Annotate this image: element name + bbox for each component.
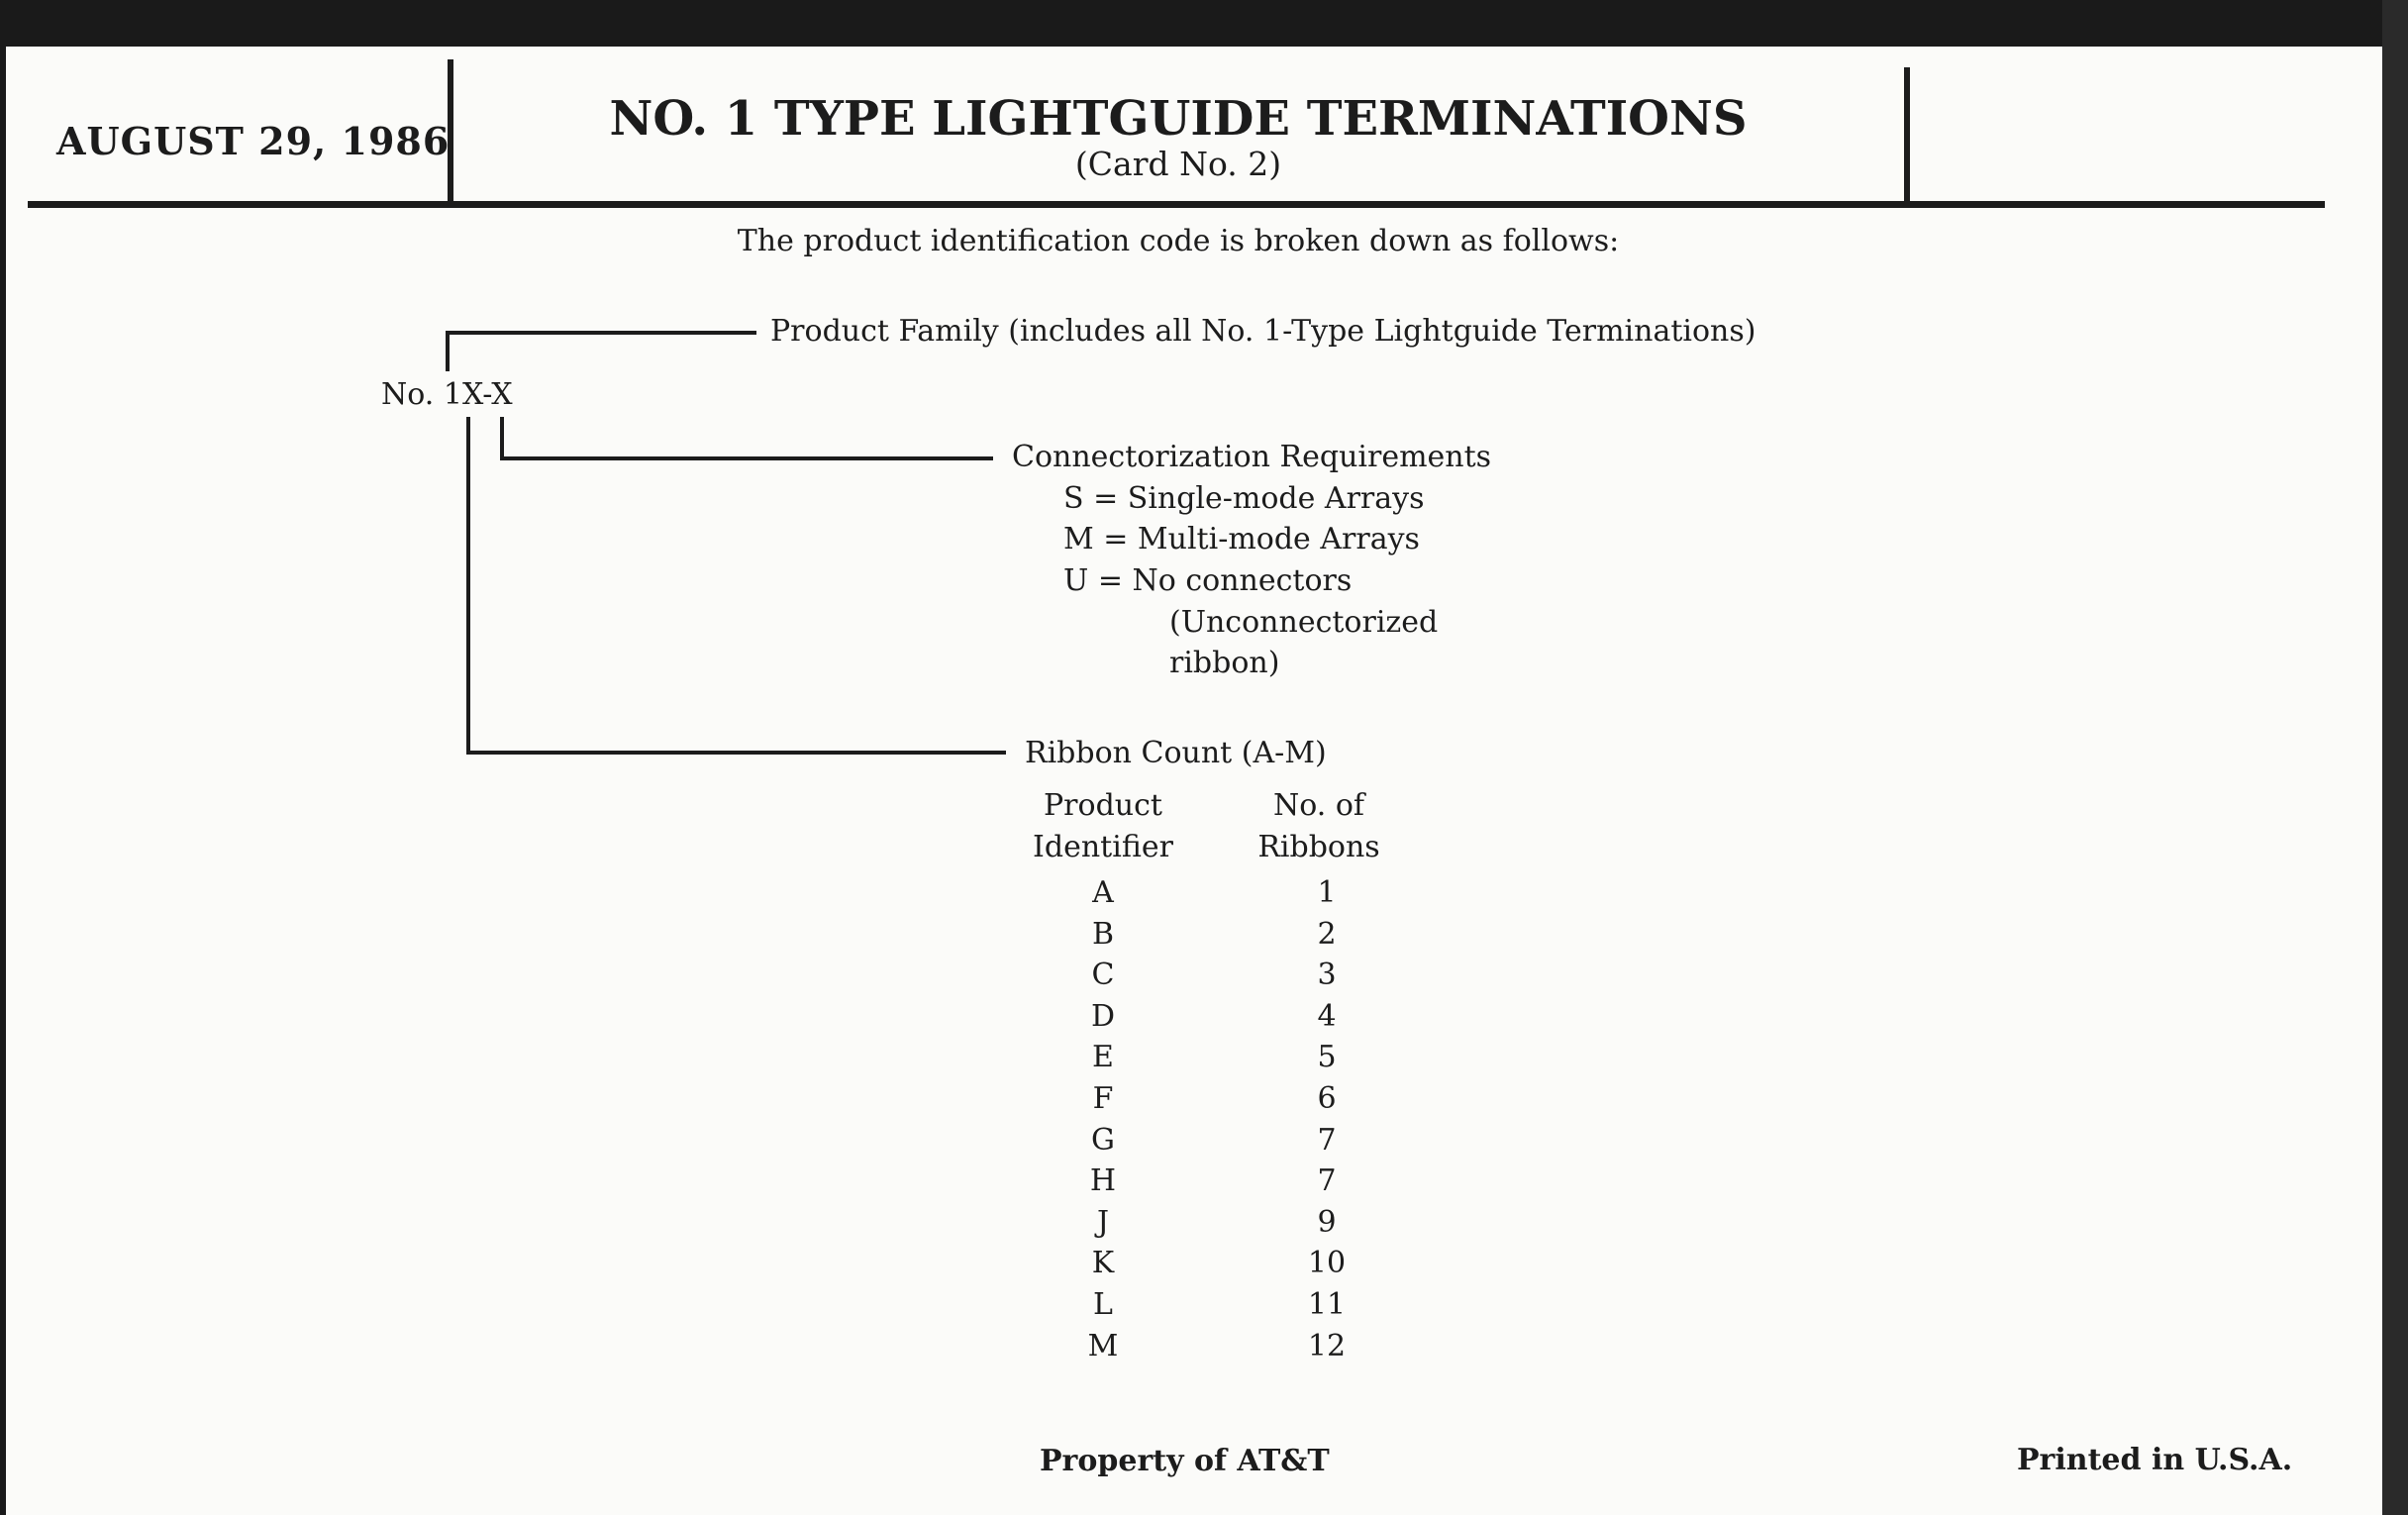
table-cell: 4 [1317, 998, 1337, 1034]
table-cell: 7 [1317, 1163, 1337, 1199]
scan-edge [2382, 0, 2408, 1515]
table-cell: 1 [1317, 875, 1337, 910]
product-family-label: Product Family (includes all No. 1-Type Lightguide Terminations) [770, 314, 1756, 349]
table-cell: 6 [1317, 1080, 1337, 1116]
header-rule [28, 201, 2325, 208]
connector-option-multi-mode: M = Multi-mode Arrays [1063, 522, 1420, 556]
table-cell: 11 [1307, 1286, 1347, 1322]
document-date: AUGUST 29, 1986 [56, 119, 451, 163]
table-cell: G [1091, 1122, 1115, 1158]
family-bracket-horizontal [446, 331, 756, 335]
table-cell: M [1087, 1328, 1119, 1364]
table-cell: 9 [1317, 1204, 1337, 1240]
table-cell: L [1093, 1286, 1113, 1322]
table-cell: E [1092, 1040, 1114, 1075]
table-cell: 10 [1307, 1246, 1347, 1281]
table-cell: 5 [1317, 1040, 1337, 1075]
footer-printed: Printed in U.S.A. [2017, 1443, 2293, 1477]
table-cell: H [1089, 1163, 1117, 1199]
intro-text: The product identification code is broken down as follows: [737, 224, 1620, 258]
table-cell: 2 [1317, 916, 1337, 952]
table-cell: C [1091, 958, 1115, 993]
ribbon-count-column [1248, 872, 1406, 1366]
column-header-line: Product [1044, 788, 1162, 823]
connector-note-line2: ribbon) [1169, 646, 1280, 680]
connector-note-line1: (Unconnectorized [1169, 605, 1439, 640]
table-cell: J [1096, 1204, 1110, 1240]
connector-option-none: U = No connectors [1063, 563, 1353, 598]
table-cell: 7 [1317, 1122, 1337, 1158]
connector-bracket-vertical [500, 417, 504, 460]
table-cell: A [1092, 875, 1114, 910]
document-card [6, 47, 2382, 1515]
ribbon-count-heading: Ribbon Count (A-M) [1025, 736, 1327, 770]
table-cell: 3 [1317, 958, 1337, 993]
identifier-column [1024, 872, 1182, 1366]
connector-option-single-mode: S = Single-mode Arrays [1063, 481, 1425, 516]
card-number: (Card No. 2) [1074, 145, 1282, 183]
table-cell: D [1090, 998, 1116, 1034]
column-header-product-identifier [1024, 785, 1182, 868]
column-header-line: Identifier [1033, 830, 1173, 864]
column-header-line: Ribbons [1257, 830, 1380, 864]
family-bracket-vertical [446, 334, 450, 371]
table-cell: F [1092, 1080, 1114, 1116]
column-header-number-of-ribbons [1240, 785, 1398, 868]
footer-property: Property of AT&T [1040, 1444, 1330, 1478]
table-cell: K [1091, 1246, 1115, 1281]
header-divider-right [1904, 67, 1910, 202]
connector-bracket-horizontal [500, 456, 993, 460]
column-header-line: No. of [1272, 788, 1365, 823]
document-title: NO. 1 TYPE LIGHTGUIDE TERMINATIONS [609, 91, 1748, 147]
table-cell: 12 [1307, 1328, 1347, 1364]
product-code: No. 1X-X [381, 377, 513, 412]
connectorization-heading: Connectorization Requirements [1012, 440, 1492, 474]
table-cell: B [1091, 916, 1115, 952]
ribbon-bracket-horizontal [466, 751, 1006, 755]
ribbon-bracket-vertical [466, 417, 470, 755]
